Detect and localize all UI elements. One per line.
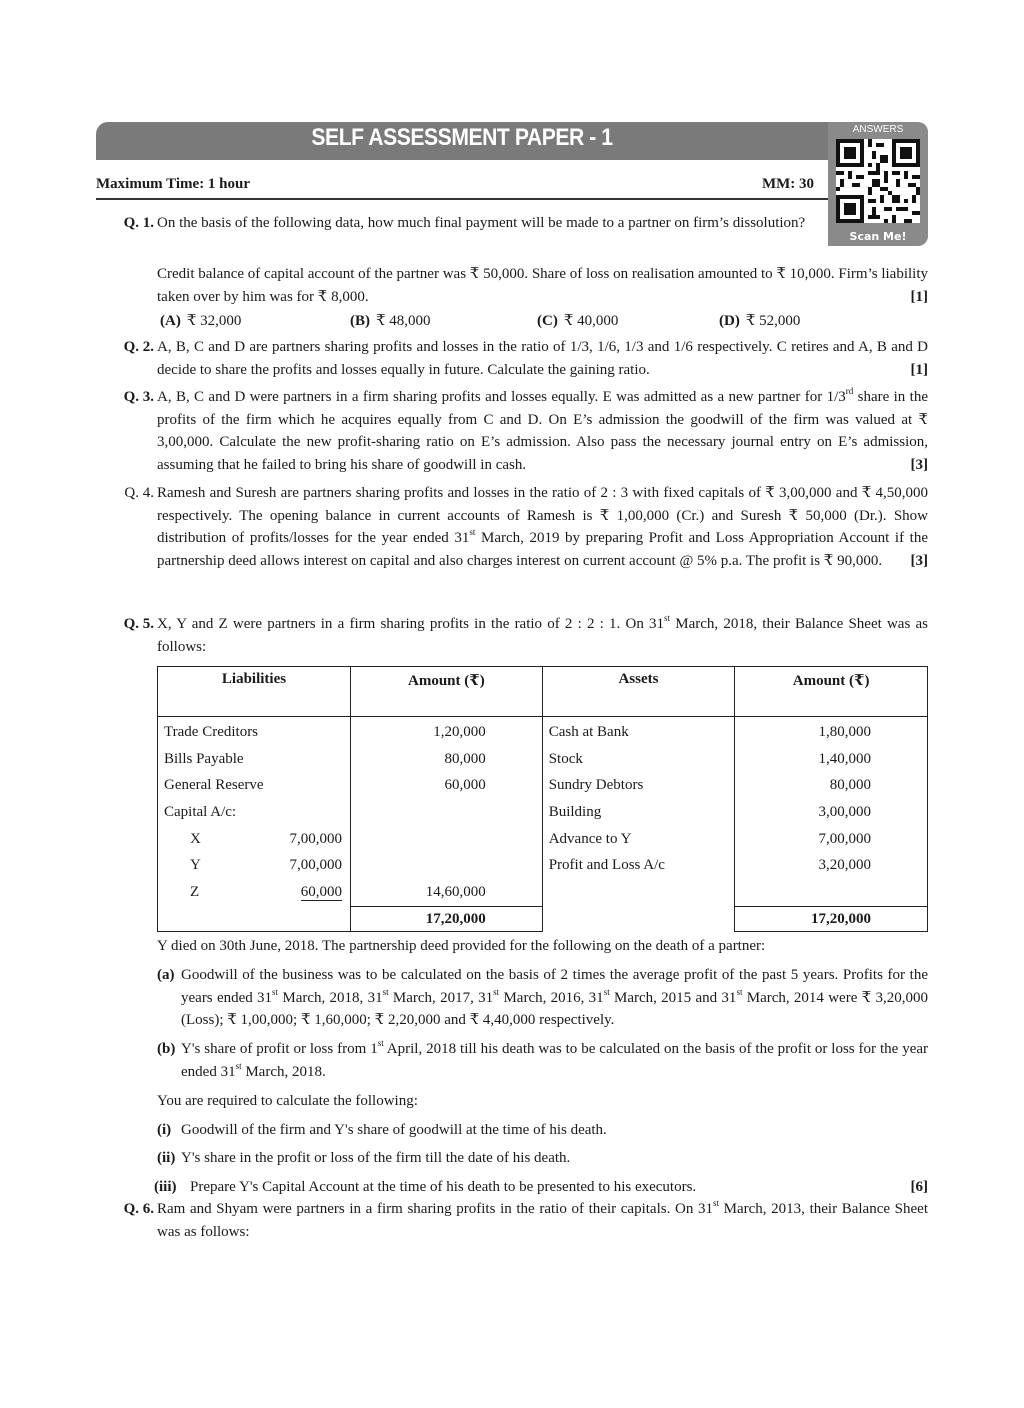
- table-header-row: [158, 667, 928, 717]
- question-2: [96, 336, 928, 381]
- question-1-options: [157, 311, 928, 333]
- asset-name: Stock: [548, 750, 583, 767]
- question-text: On the basis of the following data, how much final payment will be made to a partner on firm’s dissolution?: [157, 215, 806, 231]
- qr-code-icon[interactable]: [836, 139, 920, 223]
- col-header-amount: Amount (₹): [350, 667, 542, 717]
- q5-item-i: (i) Goodwill of the firm and Y's share of goodwill at the time of his death.: [157, 1122, 607, 1138]
- asset-name: Profit and Loss A/c: [548, 857, 665, 874]
- liability-name: General Reserve: [164, 777, 264, 794]
- question-text: Ram and Shyam were partners in a firm sharing profits in the ratio of their capitals. On 31st March, 2013, their Balance Sheet was as follows:: [157, 1198, 928, 1240]
- asset-name: Sundry Debtors: [548, 777, 644, 794]
- option-b[interactable]: (B) ₹ 48,000: [350, 313, 431, 329]
- question-5: [96, 613, 928, 658]
- question-number: Q. 2.: [123, 339, 154, 355]
- q5-required-text: You are required to calculate the following:: [157, 1093, 418, 1109]
- col-header-amount: Amount (₹): [735, 667, 928, 717]
- balance-sheet-table: [157, 666, 928, 932]
- asset-amount: 3,20,000: [818, 857, 871, 874]
- marks: [1]: [910, 288, 928, 305]
- asset-amount: 80,000: [829, 777, 871, 794]
- asset-name: Cash at Bank: [548, 724, 629, 740]
- asset-amount: 3,00,000: [818, 804, 871, 821]
- q5-item-a: (a) Goodwill of the business was to be calculated on the basis of 2 times the average profit of the past 5 years. Profits for the years ended 31st March, 2018, 31st March, 2017, 31st March, 2016, 31st March, 2015 and 31st March, 2014 were ₹ 3,20,000 (Loss); ₹ 1,00,000; ₹ 1,60,000; ₹ 2,20,000 and ₹ 4,40,000 respectively.: [157, 967, 928, 1028]
- asset-amount: 7,00,000: [818, 830, 871, 847]
- max-marks: MM: 30: [761, 176, 814, 192]
- detail-text: Credit balance of capital account of the partner was ₹ 50,000. Share of loss on realisation amounted to ₹ 10,000. Firm’s liability taken over by him was for ₹ 8,000.: [157, 266, 928, 305]
- table-body-row: [158, 717, 928, 907]
- q5-death-text: Y died on 30th June, 2018. The partnership deed provided for the following on the death of a partner:: [157, 938, 766, 954]
- question-number: Q. 3.: [123, 389, 154, 405]
- liability-amount: 80,000: [444, 750, 486, 767]
- qr-answers-label: ANSWERS: [852, 124, 904, 135]
- total-liabilities: 17,20,000: [350, 906, 542, 931]
- liability-amount: 1,20,000: [433, 724, 486, 740]
- liabilities-cell: [158, 717, 351, 907]
- liability-amount: 60,000: [444, 777, 486, 794]
- liability-name: Trade Creditors: [164, 724, 259, 740]
- option-c[interactable]: (C) ₹ 40,000: [537, 313, 619, 329]
- liability-name: Capital A/c:: [164, 804, 237, 821]
- q5-item-b: (b) Y's share of profit or loss from 1st April, 2018 till his death was to be calculated on the basis of the profit or loss for the year ended 31st March, 2018.: [157, 1038, 928, 1080]
- assets-amount-cell: [735, 717, 928, 907]
- header-rule: [96, 198, 828, 200]
- max-time: Maximum Time: 1 hour: [96, 176, 251, 192]
- col-header-assets: Assets: [542, 667, 735, 717]
- col-header-liabilities: Liabilities: [158, 667, 351, 717]
- asset-name: Building: [548, 804, 602, 821]
- capital-row-y: Y 7,00,000: [190, 857, 342, 874]
- question-6: [96, 1198, 928, 1243]
- capital-row-z: Z 60,000: [190, 884, 342, 901]
- question-number: Q. 4.: [124, 485, 154, 501]
- option-a[interactable]: (A) ₹ 32,000: [160, 313, 242, 329]
- asset-name: Advance to Y: [548, 830, 632, 847]
- liabilities-amount-cell: [350, 717, 542, 907]
- question-1-detail: [157, 263, 928, 308]
- marks: [1]: [910, 361, 928, 378]
- q5-item-ii: (ii) Y's share in the profit or loss of the firm till the date of his death.: [157, 1150, 571, 1166]
- question-text: Ramesh and Suresh are partners sharing profits and losses in the ratio of 2 : 3 with fixed capitals of ₹ 3,00,000 and ₹ 4,50,000 respectively. The opening balance in current accounts of Ramesh is ₹ 1,00,000 (Cr.) and Suresh ₹ 50,000 (Dr.). Show distribution of profits/losses for the year ended 31st March, 2019 by preparing Profit and Loss Appropriation Account if the partnership deed allows interest on capital and also charges interest on current account @ 5% p.a. The profit is ₹ 90,000. [3]: [157, 482, 928, 572]
- q5-item-iii: (iii) Prepare Y's Capital Account at the time of his death to be presented to his executors. [6]: [157, 1176, 928, 1199]
- question-text: X, Y and Z were partners in a firm sharing profits in the ratio of 2 : 2 : 1. On 31st March, 2018, their Balance Sheet was as follows:: [157, 613, 928, 655]
- capital-total: 14,60,000: [425, 884, 486, 901]
- question-text: A, B, C and D were partners in a firm sharing profits and losses equally. E was admitted as a new partner for 1/3rd share in the profits of the firm which he acquires equally from C and D. On E’s admission the goodwill of the firm was valued at ₹ 3,00,000. Calculate the new profit-sharing ratio on E’s admission. Also pass the necessary journal entry on E’s admission, assuming that he failed to bring his share of goodwill in cash. [3]: [157, 386, 928, 476]
- asset-amount: 1,40,000: [818, 750, 871, 767]
- assets-cell: [542, 717, 735, 932]
- capital-row-x: X 7,00,000: [190, 830, 342, 847]
- question-number: Q. 1.: [123, 215, 154, 231]
- marks: [6]: [910, 1179, 928, 1195]
- exam-meta-row: [96, 176, 814, 193]
- question-1: [96, 212, 814, 235]
- question-text: A, B, C and D are partners sharing profits and losses in the ratio of 1/3, 1/6, 1/3 and 1/6 respectively. C retires and A, B and D decide to share the profits and losses equally in future. Calculate the gaining ratio.: [157, 339, 928, 378]
- question-4: [96, 482, 928, 572]
- paper-title: SELF ASSESSMENT PAPER - 1: [311, 124, 613, 151]
- question-number: Q. 5.: [123, 616, 154, 632]
- question-3: [96, 386, 928, 476]
- asset-amount: 1,80,000: [818, 724, 871, 740]
- marks: [3]: [910, 456, 928, 473]
- liability-name: Bills Payable: [164, 750, 244, 767]
- question-number: Q. 6.: [123, 1201, 154, 1217]
- marks: [3]: [910, 552, 928, 569]
- qr-scan-caption: Scan Me!: [849, 230, 907, 243]
- total-assets: 17,20,000: [735, 906, 928, 931]
- option-d[interactable]: (D) ₹ 52,000: [719, 313, 801, 329]
